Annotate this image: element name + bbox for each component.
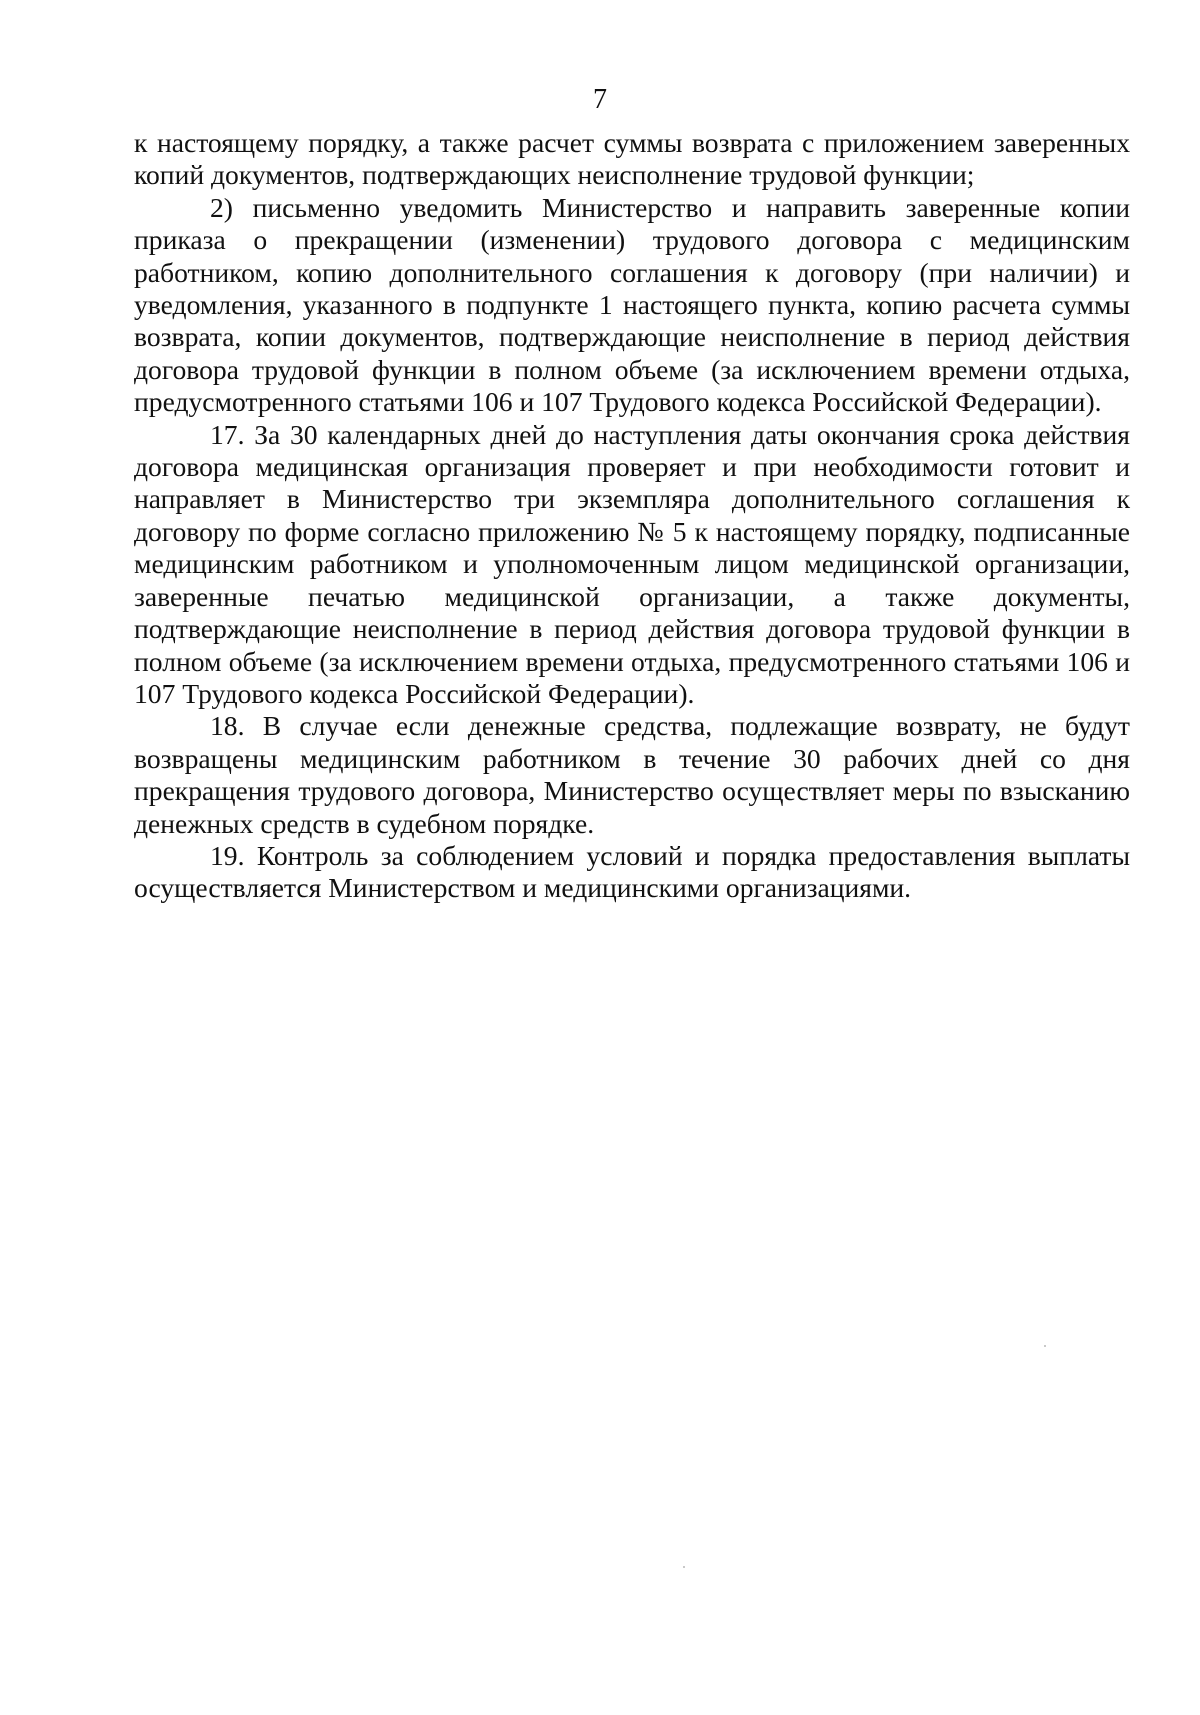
- scan-artifact-dot: [683, 1566, 685, 1568]
- paragraph-subitem-2: 2) письменно уведомить Министерство и направить заверенные копии приказа о прекращении (изменении) трудового договора с медицинским работником, копию дополнительного соглашения к договору (при наличии) и уведомления, указанного в подпункте 1 настоящего пункта, копию расчета суммы возврата, копии документов, подтверждающие неисполнение в период действия договора трудовой функции в полном объеме (за исключением времени отдыха, предусмотренного статьями 106 и 107 Трудового кодекса Российской Федерации).: [134, 191, 1130, 418]
- document-body: [134, 127, 1130, 905]
- page-number: 7: [593, 84, 607, 115]
- paragraph-continuation: к настоящему порядку, а также расчет суммы возврата с приложением заверенных копий документов, подтверждающих неисполнение трудовой функции;: [134, 127, 1130, 191]
- paragraph-item-19: 19. Контроль за соблюдением условий и порядка предоставления выплаты осуществляется Министерством и медицинскими организациями.: [134, 839, 1130, 904]
- paragraph-item-18: 18. В случае если денежные средства, подлежащие возврату, не будут возвращены медицинским работником в течение 30 рабочих дней со дня прекращения трудового договора, Министерство осуществляет меры по взысканию денежных средств в судебном порядке.: [134, 710, 1130, 839]
- paragraph-item-17: 17. За 30 календарных дней до наступления даты окончания срока действия договора медицинская организация проверяет и при необходимости готовит и направляет в Министерство три экземпляра дополнительного соглашения к договору по форме согласно приложению № 5 к настоящему порядку, подписанные медицинским работником и уполномоченным лицом медицинской организации, заверенные печатью медицинской организации, а также документы, подтверждающие неисполнение в период действия договора трудовой функции в полном объеме (за исключением времени отдыха, предусмотренного статьями 106 и 107 Трудового кодекса Российской Федерации).: [134, 418, 1130, 709]
- scan-artifact-dot: [1044, 1345, 1046, 1347]
